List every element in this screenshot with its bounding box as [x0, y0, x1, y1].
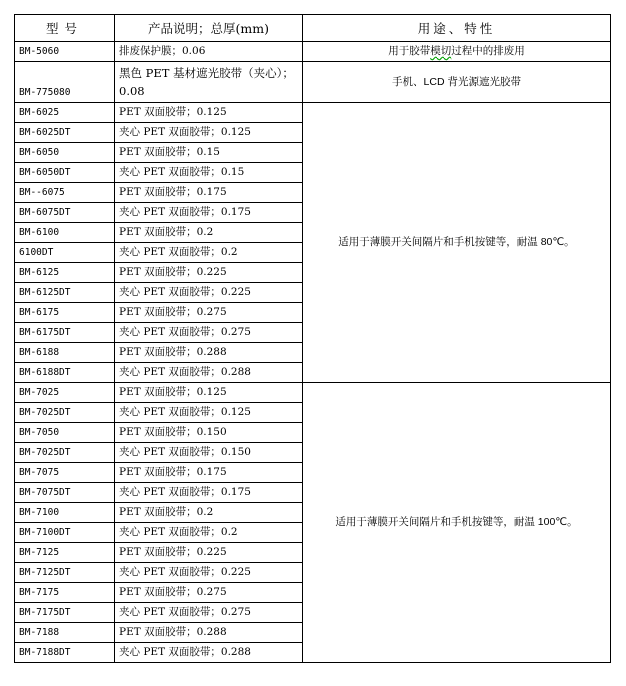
model-cell: 6100DT: [15, 243, 115, 263]
description-cell: PET 双面胶带；0.2: [115, 223, 303, 243]
description-cell: PET 双面胶带；0.15: [115, 143, 303, 163]
description-cell: 夹心 PET 双面胶带；0.2: [115, 523, 303, 543]
description-cell: 夹心 PET 双面胶带；0.288: [115, 363, 303, 383]
description-cell: PET 双面胶带；0.225: [115, 543, 303, 563]
model-cell: BM-6100: [15, 223, 115, 243]
description-cell: 夹心 PET 双面胶带；0.2: [115, 243, 303, 263]
usage-cell: 手机、LCD 背光源遮光胶带: [303, 62, 611, 103]
description-cell: PET 双面胶带；0.175: [115, 183, 303, 203]
model-cell: BM-7075: [15, 463, 115, 483]
spellcheck-underlined-word: 模切: [430, 45, 452, 57]
header-row: [15, 15, 611, 42]
description-cell: PET 双面胶带；0.288: [115, 623, 303, 643]
description-cell: PET 双面胶带；0.275: [115, 583, 303, 603]
usage-text-post: 过程中的排废用: [451, 45, 525, 57]
group-80c: [15, 103, 611, 383]
table-row: [15, 42, 611, 62]
description-cell: 夹心 PET 双面胶带；0.125: [115, 123, 303, 143]
description-cell: [115, 62, 303, 103]
header-usage: 用途、特性: [303, 15, 611, 42]
description-cell: 夹心 PET 双面胶带；0.175: [115, 203, 303, 223]
model-cell: BM-6125: [15, 263, 115, 283]
group-100c: [15, 383, 611, 663]
model-cell: BM-7025DT: [15, 403, 115, 423]
table-row: [15, 103, 611, 123]
model-cell: BM--6075: [15, 183, 115, 203]
model-cell: BM-6188: [15, 343, 115, 363]
description-cell: PET 双面胶带；0.2: [115, 503, 303, 523]
description-cell: 夹心 PET 双面胶带；0.175: [115, 483, 303, 503]
model-cell: BM-7075DT: [15, 483, 115, 503]
description-cell: 夹心 PET 双面胶带；0.225: [115, 563, 303, 583]
model-cell: BM-7188DT: [15, 643, 115, 663]
description-cell: 夹心 PET 双面胶带；0.150: [115, 443, 303, 463]
table-row: [15, 62, 611, 103]
description-cell: PET 双面胶带；0.125: [115, 383, 303, 403]
description-cell: PET 双面胶带；0.275: [115, 303, 303, 323]
model-cell: BM-5060: [15, 42, 115, 62]
model-cell: BM-6075DT: [15, 203, 115, 223]
description-cell: PET 双面胶带；0.125: [115, 103, 303, 123]
usage-text-pre: 用于胶带: [388, 45, 431, 57]
model-cell: BM-7125: [15, 543, 115, 563]
table-row: [15, 383, 611, 403]
header-description: 产品说明；总厚(mm): [115, 15, 303, 42]
model-cell: BM-6125DT: [15, 283, 115, 303]
model-cell: BM-6050DT: [15, 163, 115, 183]
product-spec-table: [14, 14, 611, 663]
model-cell: BM-7175DT: [15, 603, 115, 623]
description-cell: PET 双面胶带；0.150: [115, 423, 303, 443]
model-cell: BM-6175: [15, 303, 115, 323]
description-cell: 夹心 PET 双面胶带；0.275: [115, 603, 303, 623]
model-cell: BM-7100: [15, 503, 115, 523]
model-cell: BM-7175: [15, 583, 115, 603]
model-cell: BM-6025: [15, 103, 115, 123]
header-model: 型号: [15, 15, 115, 42]
description-cell: PET 双面胶带；0.175: [115, 463, 303, 483]
description-cell: 夹心 PET 双面胶带；0.125: [115, 403, 303, 423]
model-cell: BM-7188: [15, 623, 115, 643]
model-cell: BM-7025: [15, 383, 115, 403]
description-cell: 夹心 PET 双面胶带；0.15: [115, 163, 303, 183]
model-cell: BM-7125DT: [15, 563, 115, 583]
usage-cell: [303, 42, 611, 62]
model-cell: BM-7050: [15, 423, 115, 443]
description-cell: 夹心 PET 双面胶带；0.225: [115, 283, 303, 303]
model-cell: BM-7100DT: [15, 523, 115, 543]
model-cell: BM-7025DT: [15, 443, 115, 463]
description-cell: 夹心 PET 双面胶带；0.275: [115, 323, 303, 343]
description-cell: PET 双面胶带；0.225: [115, 263, 303, 283]
model-cell: BM-6025DT: [15, 123, 115, 143]
model-cell: BM-775080: [15, 62, 115, 103]
model-cell: BM-6050: [15, 143, 115, 163]
description-line: 0.08: [119, 84, 145, 98]
usage-cell: 适用于薄膜开关间隔片和手机按键等，耐温 80℃。: [303, 103, 611, 383]
description-cell: PET 双面胶带；0.288: [115, 343, 303, 363]
usage-cell: 适用于薄膜开关间隔片和手机按键等，耐温 100℃。: [303, 383, 611, 663]
description-cell: 排废保护膜；0.06: [115, 42, 303, 62]
description-line: 黑色 PET 基材遮光胶带（夹心）；: [119, 66, 294, 80]
model-cell: BM-6175DT: [15, 323, 115, 343]
description-cell: 夹心 PET 双面胶带；0.288: [115, 643, 303, 663]
model-cell: BM-6188DT: [15, 363, 115, 383]
